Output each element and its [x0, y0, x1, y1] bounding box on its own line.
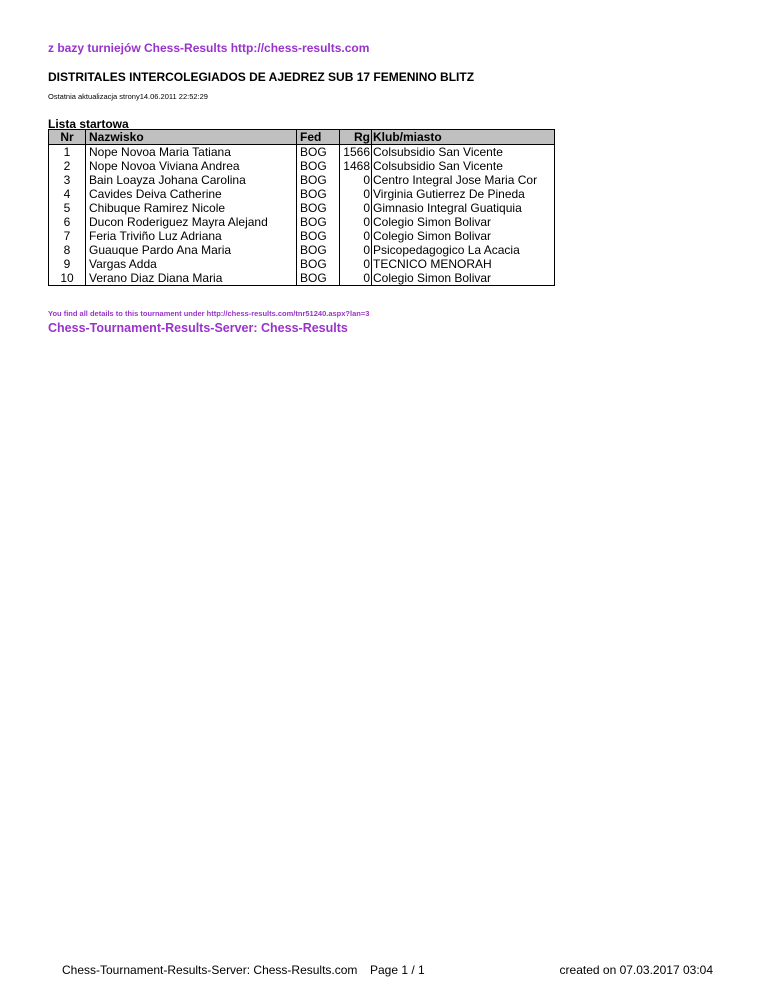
cell-rg: 0 — [340, 229, 372, 243]
cell-rg: 0 — [340, 173, 372, 187]
column-header-nr: Nr — [49, 130, 86, 145]
cell-nr: 2 — [49, 159, 86, 173]
cell-fed: BOG — [297, 145, 340, 160]
cell-fed: BOG — [297, 187, 340, 201]
cell-name: Bain Loayza Johana Carolina — [86, 173, 297, 187]
cell-name: Cavides Deiva Catherine — [86, 187, 297, 201]
cell-name: Vargas Adda — [86, 257, 297, 271]
table-row — [49, 145, 555, 160]
cell-nr: 8 — [49, 243, 86, 257]
table-row — [49, 271, 555, 286]
cell-nr: 3 — [49, 173, 86, 187]
cell-club: TECNICO MENORAH — [372, 257, 555, 271]
cell-nr: 7 — [49, 229, 86, 243]
cell-nr: 4 — [49, 187, 86, 201]
cell-name: Verano Diaz Diana Maria — [86, 271, 297, 286]
cell-rg: 0 — [340, 257, 372, 271]
starting-list-heading: Lista startowa — [48, 117, 129, 131]
cell-name: Nope Novoa Viviana Andrea — [86, 159, 297, 173]
starting-list-table — [48, 129, 555, 286]
cell-club: Centro Integral Jose Maria Cor — [372, 173, 555, 187]
column-header-rg: Rg — [340, 130, 372, 145]
cell-fed: BOG — [297, 201, 340, 215]
server-title: Chess-Tournament-Results-Server: Chess-Results — [48, 321, 348, 335]
cell-club: Colegio Simon Bolivar — [372, 215, 555, 229]
cell-fed: BOG — [297, 229, 340, 243]
cell-name: Guauque Pardo Ana Maria — [86, 243, 297, 257]
column-header-club: Klub/miasto — [372, 130, 555, 145]
table-row — [49, 187, 555, 201]
table-row — [49, 173, 555, 187]
cell-rg: 0 — [340, 201, 372, 215]
cell-club: Colegio Simon Bolivar — [372, 271, 555, 286]
table-row — [49, 201, 555, 215]
cell-rg: 0 — [340, 243, 372, 257]
cell-club: Virginia Gutierrez De Pineda — [372, 187, 555, 201]
cell-name: Nope Novoa Maria Tatiana — [86, 145, 297, 160]
cell-club: Colsubsidio San Vicente — [372, 159, 555, 173]
cell-club: Gimnasio Integral Guatiquia — [372, 201, 555, 215]
cell-fed: BOG — [297, 173, 340, 187]
table-row — [49, 229, 555, 243]
cell-nr: 6 — [49, 215, 86, 229]
cell-club: Colegio Simon Bolivar — [372, 229, 555, 243]
cell-rg: 1566 — [340, 145, 372, 160]
column-header-name: Nazwisko — [86, 130, 297, 145]
column-header-fed: Fed — [297, 130, 340, 145]
cell-rg: 1468 — [340, 159, 372, 173]
cell-rg: 0 — [340, 215, 372, 229]
cell-rg: 0 — [340, 187, 372, 201]
footer-page-number: Page 1 / 1 — [370, 963, 425, 977]
cell-club: Colsubsidio San Vicente — [372, 145, 555, 160]
tournament-title: DISTRITALES INTERCOLEGIADOS DE AJEDREZ SUB 17 FEMENINO BLITZ — [48, 70, 475, 84]
cell-fed: BOG — [297, 243, 340, 257]
cell-nr: 10 — [49, 271, 86, 286]
cell-nr: 1 — [49, 145, 86, 160]
table-header-row — [49, 130, 555, 145]
cell-name: Ducon Roderiguez Mayra Alejand — [86, 215, 297, 229]
table-row — [49, 257, 555, 271]
cell-name: Feria Triviño Luz Adriana — [86, 229, 297, 243]
footer-created-date: created on 07.03.2017 03:04 — [559, 963, 713, 977]
cell-fed: BOG — [297, 257, 340, 271]
cell-club: Psicopedagogico La Acacia — [372, 243, 555, 257]
last-update-text: Ostatnia aktualizacja strony14.06.2011 22:52:29 — [48, 92, 208, 101]
table-row — [49, 159, 555, 173]
table-row — [49, 215, 555, 229]
tournament-details-link[interactable]: You find all details to this tournament under http://chess-results.com/tnr51240.aspx?lan=3 — [48, 309, 370, 318]
cell-nr: 5 — [49, 201, 86, 215]
cell-fed: BOG — [297, 271, 340, 286]
cell-nr: 9 — [49, 257, 86, 271]
table-row — [49, 243, 555, 257]
cell-name: Chibuque Ramirez Nicole — [86, 201, 297, 215]
cell-rg: 0 — [340, 271, 372, 286]
cell-fed: BOG — [297, 159, 340, 173]
source-link[interactable]: z bazy turniejów Chess-Results http://chess-results.com — [48, 41, 370, 55]
cell-fed: BOG — [297, 215, 340, 229]
footer-server-name: Chess-Tournament-Results-Server: Chess-Results.com — [62, 963, 358, 977]
